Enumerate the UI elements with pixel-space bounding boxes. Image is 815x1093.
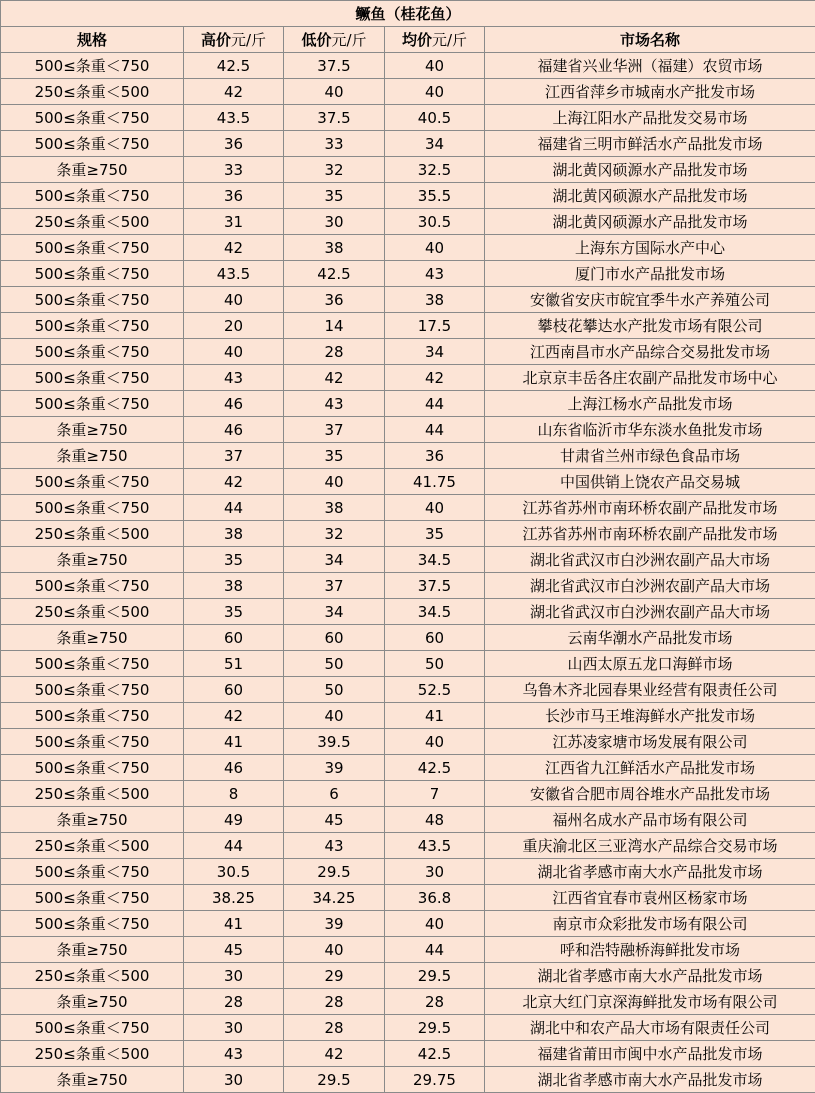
cell-low: 40 [284,703,385,729]
cell-high: 44 [184,495,284,521]
cell-spec: 500≤条重＜750 [1,495,184,521]
cell-market: 湖北黄冈硕源水产品批发市场 [485,209,815,235]
table-row [1,183,815,209]
table-row [1,963,815,989]
cell-spec: 500≤条重＜750 [1,729,184,755]
cell-avg: 35 [385,521,485,547]
cell-avg: 48 [385,807,485,833]
cell-spec: 条重≥750 [1,625,184,651]
cell-spec: 250≤条重＜500 [1,521,184,547]
cell-spec: 500≤条重＜750 [1,469,184,495]
cell-low: 50 [284,651,385,677]
cell-market: 长沙市马王堆海鲜水产批发市场 [485,703,815,729]
table-row [1,495,815,521]
table-row [1,859,815,885]
cell-spec: 500≤条重＜750 [1,261,184,287]
cell-avg: 42 [385,365,485,391]
cell-high: 35 [184,599,284,625]
cell-high: 46 [184,417,284,443]
cell-spec: 500≤条重＜750 [1,651,184,677]
cell-spec: 250≤条重＜500 [1,963,184,989]
table-row [1,989,815,1015]
cell-market: 湖北中和农产品大市场有限责任公司 [485,1015,815,1041]
cell-high: 30.5 [184,859,284,885]
cell-high: 8 [184,781,284,807]
cell-market: 福建省兴业华洲（福建）农贸市场 [485,53,815,79]
header-high-unit: 元/斤 [230,30,267,49]
table-row [1,79,815,105]
cell-avg: 44 [385,417,485,443]
cell-high: 42 [184,469,284,495]
header-avg: 均价元/斤 [385,27,485,53]
cell-spec: 500≤条重＜750 [1,755,184,781]
cell-market: 江苏省苏州市南环桥农副产品批发市场 [485,495,815,521]
cell-market: 湖北省孝感市南大水产品批发市场 [485,963,815,989]
cell-spec: 条重≥750 [1,417,184,443]
cell-market: 北京京丰岳各庄农副产品批发市场中心 [485,365,815,391]
cell-spec: 500≤条重＜750 [1,1015,184,1041]
cell-low: 60 [284,625,385,651]
cell-avg: 7 [385,781,485,807]
cell-low: 35 [284,443,385,469]
table-row [1,807,815,833]
header-low-unit: 元/斤 [331,30,367,49]
table-title: 鳜鱼（桂花鱼） [1,1,815,27]
cell-avg: 17.5 [385,313,485,339]
cell-market: 攀枝花攀达水产批发市场有限公司 [485,313,815,339]
title-row [1,1,815,27]
table-row [1,235,815,261]
table-row [1,1041,815,1067]
table-row [1,1067,815,1093]
cell-market: 中国供销上饶农产品交易城 [485,469,815,495]
cell-low: 37.5 [284,53,385,79]
table-row [1,677,815,703]
cell-high: 20 [184,313,284,339]
cell-high: 31 [184,209,284,235]
table-row [1,729,815,755]
cell-market: 上海江杨水产品批发市场 [485,391,815,417]
table-row [1,937,815,963]
cell-avg: 44 [385,937,485,963]
table-row [1,833,815,859]
cell-high: 43 [184,365,284,391]
cell-spec: 250≤条重＜500 [1,79,184,105]
cell-high: 42.5 [184,53,284,79]
cell-high: 46 [184,391,284,417]
cell-spec: 条重≥750 [1,157,184,183]
cell-avg: 28 [385,989,485,1015]
table-row [1,547,815,573]
cell-high: 33 [184,157,284,183]
cell-low: 43 [284,833,385,859]
cell-spec: 250≤条重＜500 [1,599,184,625]
cell-low: 43 [284,391,385,417]
table-row [1,287,815,313]
table-row [1,651,815,677]
cell-spec: 500≤条重＜750 [1,573,184,599]
header-avg-unit: 元/斤 [431,30,468,49]
table-row [1,391,815,417]
header-high: 高价元/斤 [184,27,284,53]
cell-high: 41 [184,729,284,755]
cell-avg: 41.75 [385,469,485,495]
cell-spec: 500≤条重＜750 [1,105,184,131]
cell-avg: 42.5 [385,1041,485,1067]
table-row [1,521,815,547]
cell-spec: 250≤条重＜500 [1,833,184,859]
cell-market: 安徽省合肥市周谷堆水产品批发市场 [485,781,815,807]
cell-low: 6 [284,781,385,807]
cell-market: 上海东方国际水产中心 [485,235,815,261]
cell-high: 38 [184,573,284,599]
cell-spec: 250≤条重＜500 [1,1041,184,1067]
cell-high: 35 [184,547,284,573]
cell-spec: 500≤条重＜750 [1,287,184,313]
cell-market: 云南华潮水产品批发市场 [485,625,815,651]
cell-avg: 43 [385,261,485,287]
table-row [1,469,815,495]
cell-avg: 40 [385,79,485,105]
cell-avg: 40 [385,235,485,261]
cell-low: 28 [284,989,385,1015]
cell-market: 山东省临沂市华东淡水鱼批发市场 [485,417,815,443]
table-row [1,443,815,469]
cell-spec: 500≤条重＜750 [1,677,184,703]
cell-avg: 34.5 [385,547,485,573]
cell-market: 北京大红门京深海鲜批发市场有限公司 [485,989,815,1015]
cell-spec: 条重≥750 [1,547,184,573]
cell-market: 江西省宜春市袁州区杨家市场 [485,885,815,911]
table-row [1,911,815,937]
cell-market: 江苏凌家塘市场发展有限公司 [485,729,815,755]
table-row [1,261,815,287]
cell-market: 乌鲁木齐北园春果业经营有限责任公司 [485,677,815,703]
table-row [1,105,815,131]
cell-market: 甘肃省兰州市绿色食品市场 [485,443,815,469]
cell-market: 福建省三明市鲜活水产品批发市场 [485,131,815,157]
cell-avg: 36.8 [385,885,485,911]
cell-low: 40 [284,469,385,495]
table-row [1,157,815,183]
table-row [1,573,815,599]
table-row [1,781,815,807]
cell-market: 湖北省武汉市白沙洲农副产品大市场 [485,599,815,625]
table-row [1,417,815,443]
cell-high: 46 [184,755,284,781]
cell-avg: 29.5 [385,963,485,989]
cell-market: 湖北省武汉市白沙洲农副产品大市场 [485,573,815,599]
cell-avg: 37.5 [385,573,485,599]
cell-high: 60 [184,625,284,651]
header-row [1,27,815,53]
cell-avg: 34.5 [385,599,485,625]
cell-avg: 44 [385,391,485,417]
cell-market: 江苏省苏州市南环桥农副产品批发市场 [485,521,815,547]
cell-low: 37 [284,417,385,443]
cell-high: 51 [184,651,284,677]
cell-market: 重庆渝北区三亚湾水产品综合交易市场 [485,833,815,859]
cell-market: 南京市众彩批发市场有限公司 [485,911,815,937]
cell-avg: 29.75 [385,1067,485,1093]
cell-low: 39.5 [284,729,385,755]
cell-high: 44 [184,833,284,859]
table-row [1,339,815,365]
cell-high: 60 [184,677,284,703]
cell-low: 39 [284,755,385,781]
cell-high: 49 [184,807,284,833]
cell-market: 福建省莆田市闽中水产品批发市场 [485,1041,815,1067]
cell-low: 34 [284,547,385,573]
cell-market: 福州名成水产品市场有限公司 [485,807,815,833]
cell-low: 42.5 [284,261,385,287]
cell-low: 36 [284,287,385,313]
cell-low: 28 [284,339,385,365]
cell-avg: 36 [385,443,485,469]
cell-low: 38 [284,235,385,261]
cell-high: 43.5 [184,261,284,287]
table-row [1,703,815,729]
cell-low: 40 [284,937,385,963]
cell-high: 43.5 [184,105,284,131]
cell-spec: 250≤条重＜500 [1,209,184,235]
cell-low: 45 [284,807,385,833]
cell-spec: 500≤条重＜750 [1,859,184,885]
table-row [1,1015,815,1041]
cell-low: 50 [284,677,385,703]
cell-market: 湖北省武汉市白沙洲农副产品大市场 [485,547,815,573]
cell-spec: 条重≥750 [1,443,184,469]
cell-spec: 500≤条重＜750 [1,235,184,261]
cell-low: 29.5 [284,859,385,885]
cell-low: 29 [284,963,385,989]
cell-low: 35 [284,183,385,209]
cell-spec: 250≤条重＜500 [1,781,184,807]
cell-low: 40 [284,79,385,105]
cell-spec: 500≤条重＜750 [1,131,184,157]
table-body [1,53,815,1093]
cell-avg: 34 [385,339,485,365]
cell-low: 42 [284,1041,385,1067]
cell-market: 江西省九江鲜活水产品批发市场 [485,755,815,781]
cell-low: 30 [284,209,385,235]
cell-high: 42 [184,79,284,105]
cell-low: 28 [284,1015,385,1041]
cell-market: 湖北黄冈硕源水产品批发市场 [485,183,815,209]
cell-low: 37.5 [284,105,385,131]
cell-spec: 500≤条重＜750 [1,183,184,209]
cell-high: 43 [184,1041,284,1067]
cell-spec: 500≤条重＜750 [1,313,184,339]
table-row [1,313,815,339]
cell-low: 32 [284,521,385,547]
table-row [1,599,815,625]
cell-avg: 35.5 [385,183,485,209]
cell-market: 湖北黄冈硕源水产品批发市场 [485,157,815,183]
cell-high: 37 [184,443,284,469]
cell-avg: 29.5 [385,1015,485,1041]
cell-low: 33 [284,131,385,157]
cell-high: 40 [184,287,284,313]
cell-spec: 500≤条重＜750 [1,339,184,365]
cell-market: 安徽省安庆市皖宜季牛水产养殖公司 [485,287,815,313]
cell-avg: 60 [385,625,485,651]
cell-low: 32 [284,157,385,183]
cell-low: 42 [284,365,385,391]
cell-high: 41 [184,911,284,937]
table-row [1,755,815,781]
cell-low: 29.5 [284,1067,385,1093]
cell-avg: 50 [385,651,485,677]
cell-high: 45 [184,937,284,963]
cell-spec: 500≤条重＜750 [1,365,184,391]
cell-low: 38 [284,495,385,521]
header-spec: 规格 [1,27,184,53]
cell-avg: 40 [385,911,485,937]
cell-spec: 条重≥750 [1,807,184,833]
cell-avg: 40 [385,729,485,755]
cell-high: 30 [184,1015,284,1041]
header-low: 低价元/斤 [284,27,385,53]
cell-low: 34 [284,599,385,625]
table-row [1,365,815,391]
cell-avg: 43.5 [385,833,485,859]
cell-avg: 42.5 [385,755,485,781]
cell-market: 江西南昌市水产品综合交易批发市场 [485,339,815,365]
cell-market: 上海江阳水产品批发交易市场 [485,105,815,131]
cell-high: 38.25 [184,885,284,911]
cell-low: 34.25 [284,885,385,911]
cell-market: 湖北省孝感市南大水产品批发市场 [485,859,815,885]
cell-spec: 条重≥750 [1,989,184,1015]
cell-high: 28 [184,989,284,1015]
cell-spec: 500≤条重＜750 [1,885,184,911]
header-market: 市场名称 [485,27,815,53]
cell-high: 36 [184,183,284,209]
cell-avg: 32.5 [385,157,485,183]
cell-spec: 条重≥750 [1,1067,184,1093]
cell-avg: 34 [385,131,485,157]
cell-high: 30 [184,1067,284,1093]
cell-avg: 40 [385,495,485,521]
cell-high: 36 [184,131,284,157]
cell-avg: 52.5 [385,677,485,703]
cell-avg: 40.5 [385,105,485,131]
cell-avg: 41 [385,703,485,729]
table-row [1,131,815,157]
cell-market: 山西太原五龙口海鲜市场 [485,651,815,677]
table-row [1,53,815,79]
cell-spec: 500≤条重＜750 [1,703,184,729]
cell-spec: 500≤条重＜750 [1,911,184,937]
table-row [1,885,815,911]
cell-low: 37 [284,573,385,599]
cell-market: 厦门市水产品批发市场 [485,261,815,287]
cell-high: 30 [184,963,284,989]
cell-low: 39 [284,911,385,937]
cell-high: 42 [184,703,284,729]
cell-spec: 500≤条重＜750 [1,391,184,417]
cell-market: 呼和浩特融桥海鲜批发市场 [485,937,815,963]
cell-avg: 38 [385,287,485,313]
cell-market: 湖北省孝感市南大水产品批发市场 [485,1067,815,1093]
cell-spec: 500≤条重＜750 [1,53,184,79]
cell-avg: 30 [385,859,485,885]
cell-low: 14 [284,313,385,339]
table-row [1,625,815,651]
cell-spec: 条重≥750 [1,937,184,963]
cell-high: 40 [184,339,284,365]
cell-high: 42 [184,235,284,261]
cell-avg: 30.5 [385,209,485,235]
cell-market: 江西省萍乡市城南水产批发市场 [485,79,815,105]
cell-high: 38 [184,521,284,547]
cell-avg: 40 [385,53,485,79]
table-row [1,209,815,235]
